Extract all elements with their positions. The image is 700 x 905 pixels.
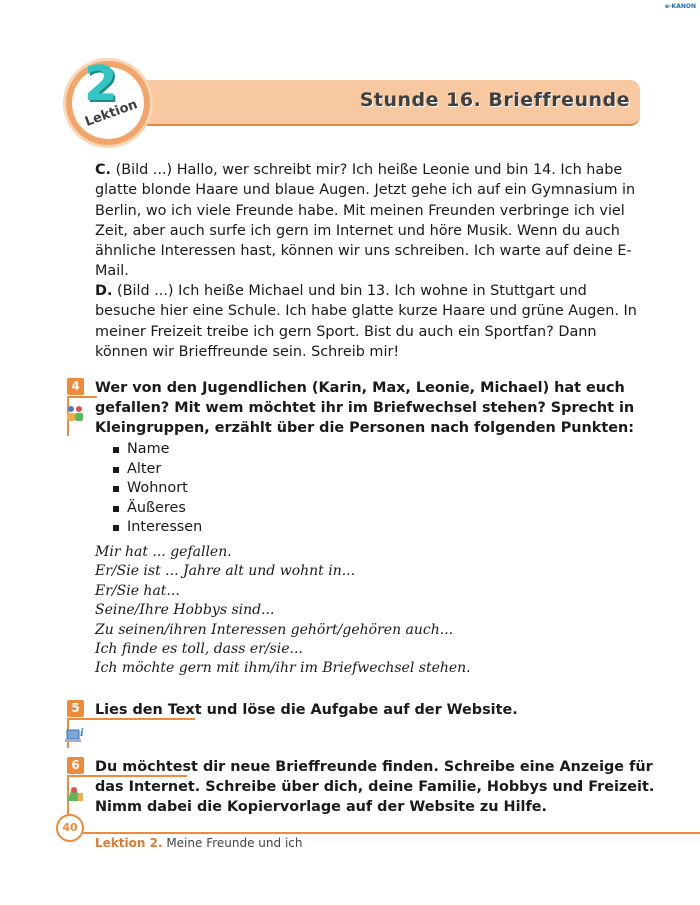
paragraph-c-text: (Bild ...) Hallo, wer schreibt mir? Ich heiße Leonie und bin 14. Ich habe glatte blonde Haare und blaue Augen. Jetzt gehe ich auf ein Gymnasium in Berlin, wo ich viele Freunde habe. Mit meinen Freunden verbringe ich viel Zeit, aber auch surfe ich gern im Internet und höre Musik. Wenn du auch ähnliche Interessen hast, können wir uns schreiben. Ich warte auf deine E-Mail. [95,162,636,280]
publisher-logo: e-KANON [665,3,696,10]
paragraph-d-text: (Bild ...) Ich heiße Michael und bin 13. Ich wohne in Stuttgart und besuche hier eine Schule. Ich habe glatte kurze Haare und grüne Augen. In meiner Freizeit treibe ich gern Sport. Bist du auch ein Sportfan? Dann können wir Brieffreunde sein. Schreib mir! [95,283,637,360]
task-6-text: Du möchtest dir neue Brieffreunde finden. Schreibe eine Anzeige für das Internet. Schreibe über dich, deine Familie, Hobbys und Freizeit. Nimm dabei die Kopiervorlage auf der Website zu Hilfe. [95,759,655,815]
criteria-list [113,440,202,538]
task-4-text: Wer von den Jugendlichen (Karin, Max, Leonie, Michael) hat euch gefallen? Mit wem möchtet ihr im Briefwechsel stehen? Sprecht in Kleingruppen, erzählt über die Personen nach folgenden Punkten: [95,380,635,436]
list-item: Interessen [113,518,202,538]
task-5-number: 5 [67,700,84,717]
list-item: Name [113,440,202,460]
writing-task-icon [65,785,85,803]
lesson-header-band [122,80,640,126]
list-item: Alter [113,460,202,480]
lesson-badge-number: 2 [84,56,118,112]
task-5-text: Lies den Text und löse die Aufgabe auf der Website. [95,702,518,718]
page-number: 40 [56,814,84,842]
list-item: Wohnort [113,479,202,499]
footer [95,836,302,850]
task-4-number: 4 [67,378,84,395]
group-work-icon [65,405,85,423]
paragraph-c-label: C. [95,162,112,178]
laptop-info-icon [65,727,85,745]
task-4-underline [67,396,97,398]
phrase-line: Zu seinen/ihren Interessen gehört/gehören auch... [95,621,454,638]
paragraph-d-label: D. [95,283,113,299]
list-item: Äußeres [113,499,202,519]
lesson-badge-word: Lektion [83,97,140,130]
phrase-line: Seine/Ihre Hobbys sind... [95,602,275,619]
paragraph-c [95,160,650,282]
svg-text:i: i [80,728,84,739]
phrase-line: Er/Sie hat... [95,582,180,599]
phrase-line: Ich finde es toll, dass er/sie... [95,641,303,658]
phrase-list [95,543,471,679]
footer-title: Meine Freunde und ich [162,836,303,850]
phrase-line: Er/Sie ist ... Jahre alt und wohnt in... [95,563,356,580]
task-6-number: 6 [67,757,84,774]
paragraph-d [95,281,650,362]
footer-lesson: Lektion 2. [95,836,163,850]
footer-rule [82,832,700,834]
phrase-line: Mir hat ... gefallen. [95,544,232,560]
phrase-line: Ich möchte gern mit ihm/ihr im Briefwechsel stehen. [95,660,471,677]
page-title: Stunde 16. Brieffreunde [359,89,630,111]
